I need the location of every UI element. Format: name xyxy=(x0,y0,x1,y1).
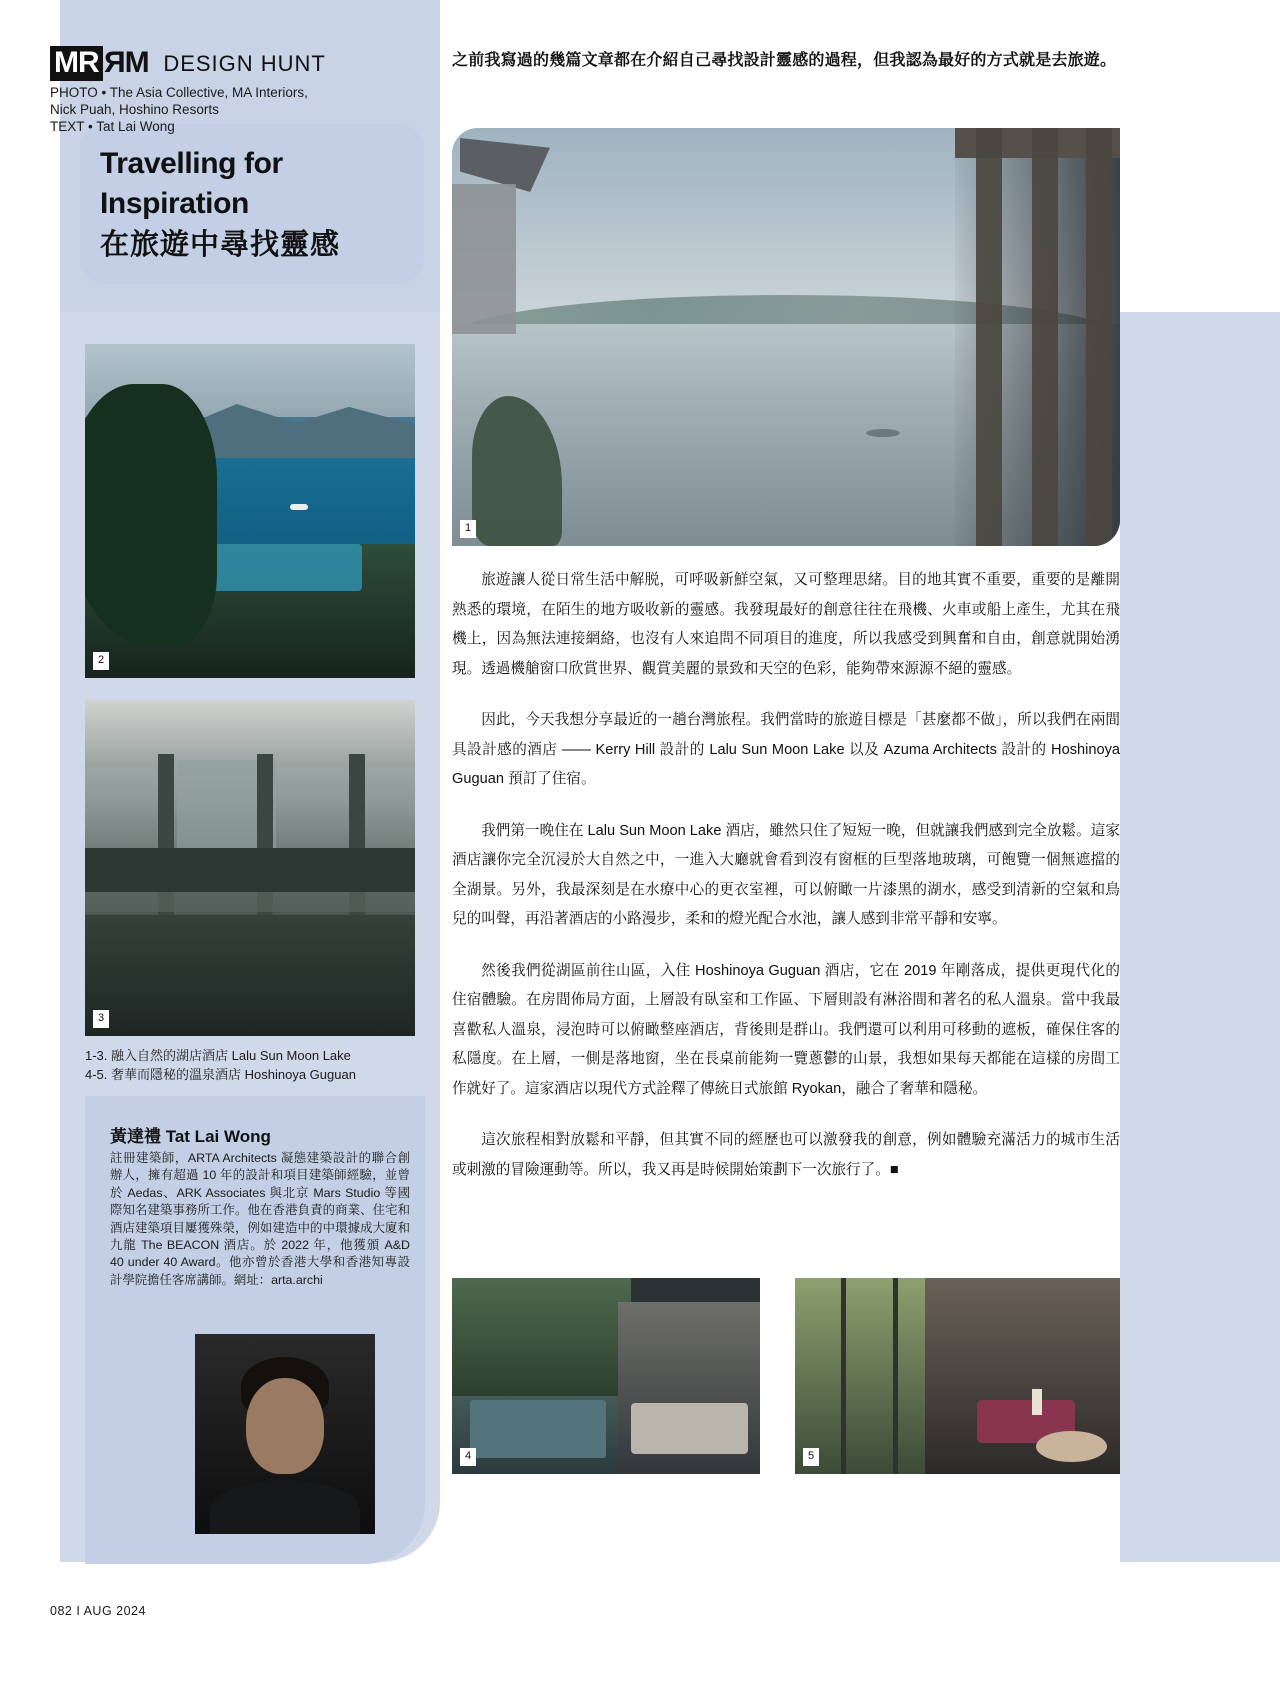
photo-lounge-interior xyxy=(795,1278,1120,1474)
caption-line-2: 4-5. 奢華而隱秘的溫泉酒店 Hoshinoya Guguan xyxy=(85,1067,356,1082)
author-bio-text: 註冊建築師，ARTA Architects 凝態建築設計的聯合創辦人，擁有超過 10 年的設計和項目建築師經驗，並曾於 Aedas、ARK Associates 與北京 Mars Studio 等國際知名建築事務所工作。他在香港負責的商業、住宅和酒店建築項目屢獲殊榮，例如建造中的中環據成大廈和九龍 The BEACON 酒店。於 2022 年，他獲頒 A&D 40 under 40 Award。他亦曾於香港大學和香港知專設計學院擔任客席講師。網址：arta.archi xyxy=(110,1151,410,1287)
photo-onsen-room xyxy=(452,1278,760,1474)
photo1-post-b xyxy=(1032,128,1058,546)
author-name: 黃達禮 Tat Lai Wong xyxy=(110,1127,271,1146)
photo-hotel-corridor xyxy=(85,700,415,1036)
page-title xyxy=(100,144,430,266)
section-label: DESIGN HUNT xyxy=(163,50,326,76)
photo-number-badge: 4 xyxy=(460,1448,476,1466)
photo-number-badge: 2 xyxy=(93,652,109,670)
photo1-boat xyxy=(866,429,900,437)
article-lede: 之前我寫過的幾篇文章都在介紹自己尋找設計靈感的過程，但我認為最好的方式就是去旅遊。 xyxy=(452,52,1117,69)
photo4-bed xyxy=(631,1403,748,1454)
photo2-boat xyxy=(290,504,308,510)
photo-number-badge: 5 xyxy=(803,1448,819,1466)
body-paragraph-3: 我們第一晚住在 Lalu Sun Moon Lake 酒店，雖然只住了短短一晚，但就讓我們感到完全放鬆。這家酒店讓你完全沉浸於大自然之中，一進入大廳就會看到沒有窗框的巨型落地玻璃，可飽覽一個無遮擋的全湖景。另外，我最深刻是在水療中心的更衣室裡，可以俯瞰一片漆黑的湖水，感受到清新的空氣和鳥兒的叫聲，再沿著酒店的小路漫步，柔和的燈光配合水池，讓人感到非常平靜和安寧。 xyxy=(452,822,1120,927)
body-paragraph-5: 這次旅程相對放鬆和平靜，但其實不同的經歷也可以激發我的創意，例如體驗充滿活力的城市生活或刺激的冒險運動等。所以，我又再是時候開始策劃下一次旅行了。■ xyxy=(452,1132,1120,1178)
author-portrait xyxy=(195,1334,375,1534)
headline-line-2: Inspiration xyxy=(100,187,249,220)
photo-number-badge: 1 xyxy=(460,520,476,538)
article-body xyxy=(452,566,1120,1185)
photo1-post-a xyxy=(1086,128,1112,546)
photo5-window-view xyxy=(795,1278,932,1474)
photo5-mullion-a xyxy=(841,1278,846,1474)
photo1-post-c xyxy=(976,128,1002,546)
body-paragraph-2: 因此，今天我想分享最近的一趟台灣旅程。我們當時的旅遊目標是「甚麼都不做」，所以我們在兩間具設計感的酒店 —— Kerry Hill 設計的 Lalu Sun Moon Lake 以及 Azuma Architects 設計的 Hoshinoya Guguan 預訂了住宿。 xyxy=(452,712,1120,787)
photo3-railing xyxy=(85,848,415,892)
headline-chinese: 在旅遊中尋找靈感 xyxy=(100,229,341,261)
body-paragraph-4: 然後我們從湖區前往山區，入住 Hoshinoya Guguan 酒店，它在 2019 年剛落成，提供更現代化的住宿體驗。在房間佈局方面，上層設有臥室和工作區、下層則設有淋浴間和著名的私人溫泉。當中我最喜歡私人溫泉，浸泡時可以俯瞰整座酒店，背後則是群山。我們還可以利用可移動的遮板，確保住客的私隱度。在上層，一側是落地窗，坐在長桌前能夠一覽蔥鬱的山景，我想如果每天都能在這樣的房間工作就好了。這家酒店以現代方式詮釋了傳統日式旅館 Ryokan，融合了奢華和隱秘。 xyxy=(452,962,1120,1097)
photo5-mullion-b xyxy=(893,1278,898,1474)
portrait-face xyxy=(246,1378,324,1474)
credit-photo-line1: PHOTO • The Asia Collective, MA Interiors, xyxy=(50,85,308,100)
magazine-logo xyxy=(50,46,151,81)
photo-lakeside-terrace xyxy=(85,344,415,678)
logo-right-mark: MR xyxy=(104,46,150,79)
photo1-wall xyxy=(452,184,516,334)
photo5-lamp xyxy=(1032,1389,1042,1415)
photo2-tree xyxy=(85,384,217,645)
photo-captions xyxy=(85,1046,425,1084)
credit-text-line: TEXT • Tat Lai Wong xyxy=(50,119,175,134)
credits-block xyxy=(50,84,380,135)
photo3-ceiling xyxy=(85,700,415,767)
caption-line-1: 1-3. 融入自然的湖店酒店 Lalu Sun Moon Lake xyxy=(85,1048,351,1063)
photo5-table xyxy=(1036,1431,1108,1462)
photo-number-badge: 3 xyxy=(93,1010,109,1028)
photo3-floor xyxy=(85,915,415,1036)
logo-left-mark: MR xyxy=(50,46,103,81)
photo4-private-onsen xyxy=(470,1400,606,1459)
photo4-hillside xyxy=(452,1278,631,1396)
masthead xyxy=(50,46,326,81)
body-paragraph-1: 旅遊讓人從日常生活中解脱，可呼吸新鮮空氣，又可整理思緒。目的地其實不重要，重要的是離開熟悉的環境，在陌生的地方吸收新的靈感。我發現最好的創意往往在飛機、火車或船上產生，尤其在飛機上，因為無法連接網絡，也沒有人來追問不同項目的進度，所以我感受到興奮和自由，創意就開始湧現。透過機艙窗口欣賞世界、觀賞美麗的景致和天空的色彩，能夠帶來源源不絕的靈感。 xyxy=(452,572,1120,677)
headline-line-1: Travelling for xyxy=(100,147,283,180)
right-panel xyxy=(1120,312,1280,1562)
page-footer: 082 I AUG 2024 xyxy=(50,1604,146,1618)
credit-photo-line2: Nick Puah, Hoshino Resorts xyxy=(50,102,219,117)
photo-lake-infinity-view xyxy=(452,128,1120,546)
photo3-railing-shadow xyxy=(85,892,415,912)
portrait-body xyxy=(210,1480,360,1534)
